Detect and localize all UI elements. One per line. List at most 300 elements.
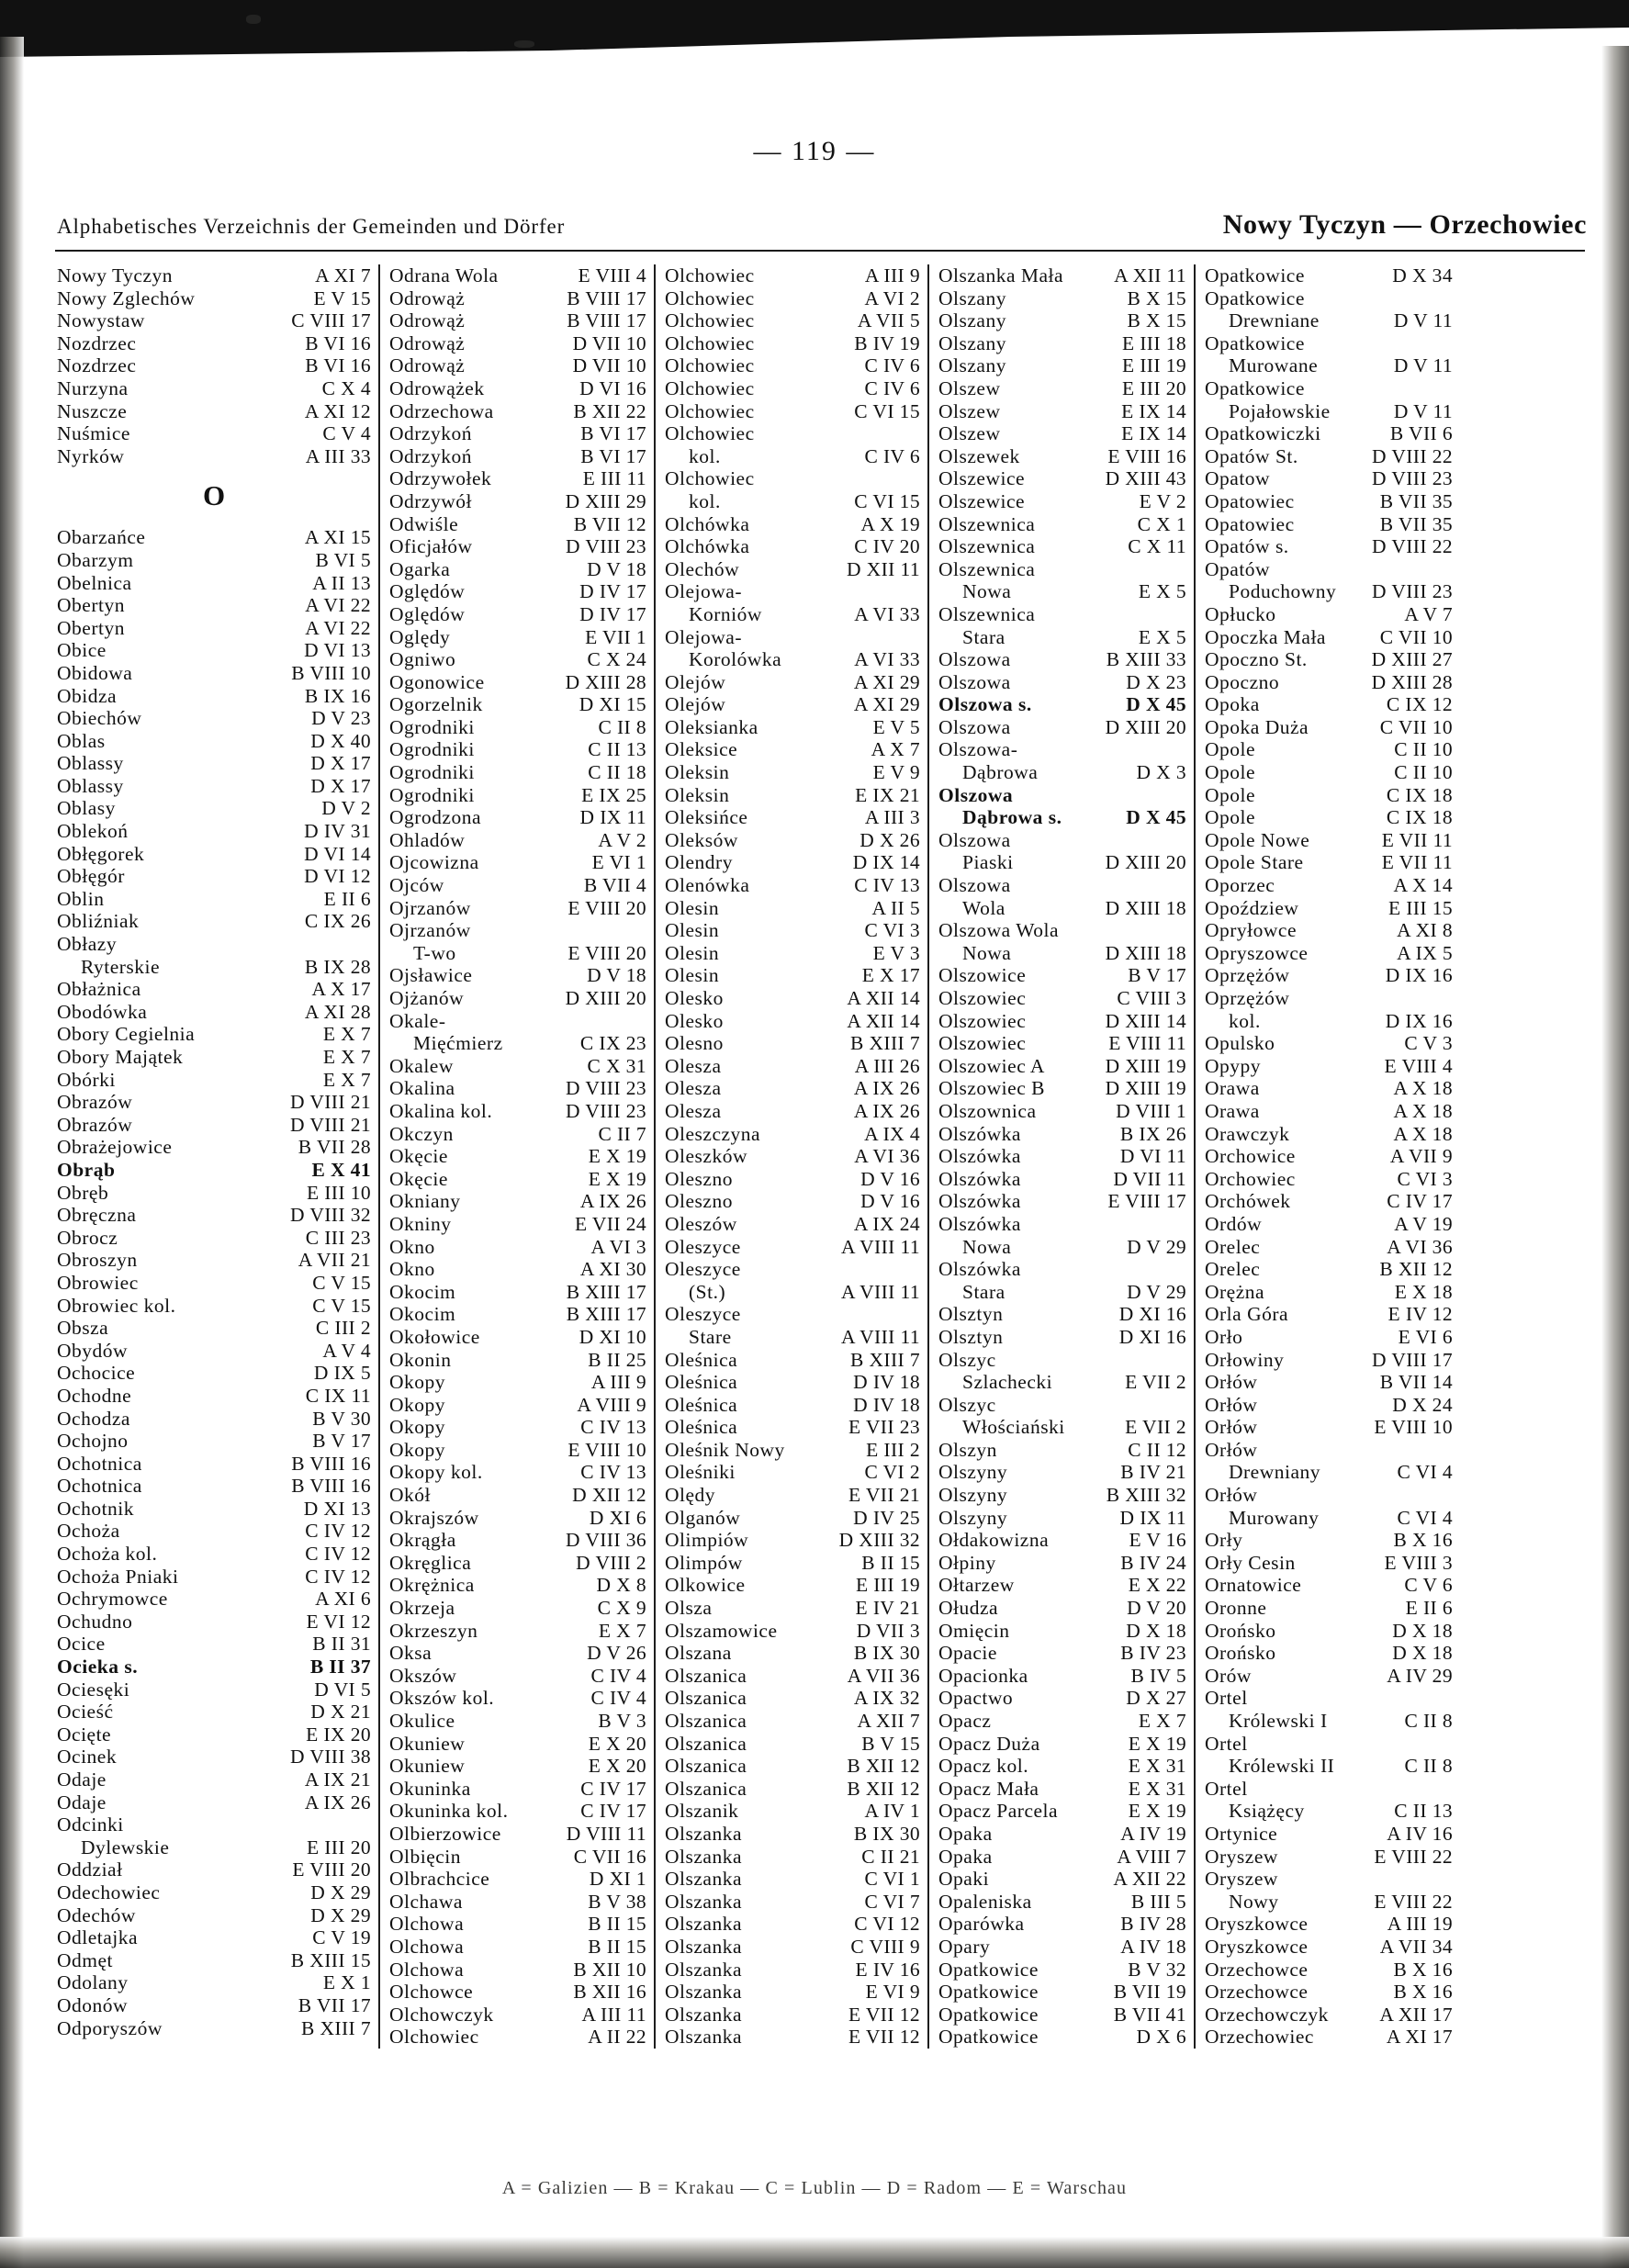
entry-code: D V 23 <box>311 707 371 730</box>
index-entry <box>1205 806 1453 829</box>
index-entry <box>57 1656 371 1679</box>
entry-code: B VI 16 <box>305 354 371 377</box>
entry-code: D XI 13 <box>303 1497 371 1520</box>
entry-code: B XII 12 <box>847 1777 920 1800</box>
column-3 <box>654 264 927 2049</box>
index-entry <box>1205 1936 1453 1959</box>
entry-name: Orchowice <box>1205 1145 1296 1168</box>
entry-code: A XII 22 <box>1113 1868 1186 1891</box>
entry-name: Olszowa <box>938 783 1014 806</box>
entry-code: A VII 5 <box>857 309 920 332</box>
index-entry <box>389 1936 646 1959</box>
index-entry <box>938 671 1186 694</box>
entry-code: E V 15 <box>313 286 371 309</box>
index-entry <box>938 1032 1186 1055</box>
entry-code: D VIII 21 <box>290 1113 371 1136</box>
index-entry <box>665 851 920 874</box>
entry-code: C X 11 <box>1128 535 1186 558</box>
entry-name: Ochudno <box>57 1610 133 1633</box>
entry-code: D VIII 38 <box>290 1746 371 1768</box>
index-entry <box>1205 1145 1453 1168</box>
entry-code: B VII 14 <box>1379 1371 1453 1394</box>
entry-name: Olszówka <box>938 1258 1021 1281</box>
entry-name: Opacionka <box>938 1664 1028 1687</box>
entry-code: C IV 6 <box>864 354 920 377</box>
index-entry <box>1205 1529 1453 1552</box>
entry-code: C IV 6 <box>864 444 920 467</box>
entry-name: Obertyn <box>57 594 125 617</box>
entry-code: B X 15 <box>1127 309 1186 332</box>
entry-name: Olszanka <box>665 1981 742 2004</box>
index-entry <box>57 1159 371 1182</box>
entry-code: E X 31 <box>1128 1755 1186 1778</box>
index-entry <box>57 332 371 355</box>
entry-name: Okno <box>389 1235 435 1258</box>
index-entry <box>665 1281 920 1304</box>
entry-code: C IV 17 <box>1387 1190 1453 1213</box>
entry-code: B XII 16 <box>573 1981 646 2004</box>
entry-code: D V 29 <box>1127 1235 1186 1258</box>
entry-code: C IX 12 <box>1386 693 1453 716</box>
entry-code: C V 15 <box>312 1294 371 1317</box>
entry-code: B VII 12 <box>573 512 646 535</box>
entry-name: Opatow <box>1205 467 1271 490</box>
entry-code: A III 9 <box>590 1371 646 1394</box>
index-entry <box>938 1145 1186 1168</box>
entry-name: Nowa <box>962 580 1012 603</box>
entry-name: Murowany <box>1229 1506 1320 1529</box>
entry-code: B VII 4 <box>583 874 646 897</box>
entry-name: Odolany <box>57 1971 129 1994</box>
index-entry <box>665 377 920 400</box>
entry-name: Ocinek <box>57 1746 118 1768</box>
entry-code: A IV 29 <box>1387 1664 1453 1687</box>
entry-name: Okrzeszyn <box>389 1619 478 1642</box>
entry-code: D VI 12 <box>304 865 371 888</box>
index-entry <box>665 1416 920 1439</box>
entry-name: Okniny <box>389 1212 452 1235</box>
entry-code: C VI 3 <box>1397 1167 1453 1190</box>
index-entry <box>1205 1778 1453 1801</box>
column-5 <box>1194 264 1460 2049</box>
entry-code: A VI 36 <box>854 1145 920 1168</box>
index-entry <box>57 978 371 1001</box>
entry-name: Oleksin <box>665 783 730 806</box>
entry-name: Olszanka <box>665 2026 742 2049</box>
entry-code: D X 34 <box>1392 264 1453 286</box>
entry-name: Oleszów <box>665 1212 737 1235</box>
entry-code: D V 20 <box>1127 1597 1186 1620</box>
entry-code: E X 18 <box>1394 1280 1453 1303</box>
index-entry <box>1205 1665 1453 1688</box>
entry-code: E VII 12 <box>848 2003 920 2026</box>
entry-code: E X 20 <box>588 1755 646 1778</box>
index-entry <box>389 422 646 445</box>
entry-code: C II 7 <box>598 1122 646 1145</box>
entry-code: C VIII 9 <box>850 1935 920 1958</box>
entry-name: Olszanica <box>665 1664 747 1687</box>
entry-name: Orchówek <box>1205 1190 1291 1213</box>
entry-name: Obarzym <box>57 548 134 571</box>
entry-code: D V 11 <box>1393 399 1453 422</box>
index-entry <box>665 1507 920 1530</box>
entry-code: E VIII 16 <box>1107 444 1186 467</box>
entry-code: A III 3 <box>864 806 920 829</box>
index-entry <box>389 535 646 558</box>
index-entry <box>938 693 1186 716</box>
entry-name: Olszanik <box>665 1800 739 1823</box>
index-entry <box>1205 400 1453 423</box>
entry-name: Orłów <box>1205 1416 1258 1439</box>
index-entry <box>57 1114 371 1137</box>
entry-name: Ojsławice <box>389 964 473 987</box>
entry-name: Ochoża <box>57 1520 120 1543</box>
entry-name: Oryszew <box>1205 1868 1278 1891</box>
entry-code: C VI 15 <box>854 489 920 512</box>
index-entry <box>938 1868 1186 1891</box>
entry-name: Oporzec <box>1205 874 1275 897</box>
entry-name: Olchowiec <box>389 2026 479 2049</box>
index-entry <box>389 1461 646 1484</box>
entry-code: A IX 24 <box>853 1212 920 1235</box>
entry-name: Ortel <box>1205 1687 1248 1710</box>
index-entry <box>389 1258 646 1281</box>
entry-name: Obodówka <box>57 1000 148 1023</box>
entry-name: Oryszkowce <box>1205 1913 1309 1936</box>
index-entry <box>665 738 920 761</box>
entry-code: C VI 2 <box>864 1461 920 1484</box>
index-entry <box>938 1913 1186 1936</box>
entry-name: Obłęgór <box>57 865 125 888</box>
index-entry <box>389 580 646 603</box>
index-entry <box>938 1371 1186 1394</box>
entry-code: E VI 1 <box>591 851 646 874</box>
index-entry <box>57 445 371 468</box>
entry-code: A IX 21 <box>304 1768 371 1791</box>
entry-name: Orla Góra <box>1205 1303 1289 1326</box>
entry-name: Korolówka <box>689 648 782 671</box>
entry-code: D V 26 <box>587 1642 646 1665</box>
entry-code: D V 18 <box>587 964 646 987</box>
index-entry <box>938 716 1186 739</box>
index-entry <box>1205 1710 1453 1733</box>
entry-name: Olendry <box>665 851 733 874</box>
entry-code: A VIII 9 <box>577 1393 646 1416</box>
index-entry <box>57 377 371 400</box>
entry-code: E IX 14 <box>1121 422 1186 445</box>
index-entry <box>938 1461 1186 1484</box>
entry-code: D VIII 23 <box>566 1077 646 1100</box>
entry-code: B IX 28 <box>304 955 371 978</box>
index-entry <box>1205 716 1453 739</box>
entry-code: A XI 12 <box>304 399 371 422</box>
index-entry <box>938 851 1186 874</box>
index-entry <box>1205 1281 1453 1304</box>
entry-name: Korniów <box>689 602 762 625</box>
index-entry <box>938 467 1186 490</box>
entry-name: Orły <box>1205 1529 1243 1552</box>
entry-name: Królewski I <box>1229 1710 1328 1732</box>
entry-name: Obrocz <box>57 1226 118 1249</box>
index-entry <box>665 1574 920 1597</box>
entry-code: D XI 16 <box>1118 1325 1186 1348</box>
scan-artifact-left <box>0 37 24 2268</box>
entry-code: B VIII 17 <box>567 286 646 309</box>
index-entry <box>665 400 920 423</box>
entry-code: C X 9 <box>597 1597 646 1620</box>
entry-code: A VIII 11 <box>840 1325 920 1348</box>
entry-name: Ojrzanów <box>389 896 471 919</box>
entry-name: Olbierzowice <box>389 1822 501 1845</box>
entry-code: D X 6 <box>1136 2026 1186 2049</box>
entry-name: Olszowice <box>938 964 1027 987</box>
entry-code: C II 13 <box>1394 1800 1453 1823</box>
index-entry <box>665 1100 920 1123</box>
entry-name: Olechów <box>665 557 740 580</box>
index-entry <box>57 1723 371 1746</box>
index-entry <box>665 2026 920 2049</box>
entry-name: Okopy <box>389 1371 446 1394</box>
index-entry <box>389 671 646 694</box>
entry-code: B XII 22 <box>573 399 646 422</box>
entry-name: Oleśnica <box>665 1348 738 1371</box>
index-entry <box>938 1665 1186 1688</box>
entry-name: Orońsko <box>1205 1619 1276 1642</box>
entry-name: Oleszno <box>665 1167 733 1190</box>
entry-name: Obrazów <box>57 1113 133 1136</box>
entry-code: D VIII 36 <box>566 1529 646 1552</box>
entry-code: B VII 19 <box>1113 1981 1186 2004</box>
index-entry <box>389 1236 646 1259</box>
entry-name: Okniany <box>389 1190 461 1213</box>
entry-code: E X 17 <box>861 964 920 987</box>
entry-code: C VII 10 <box>1379 715 1453 738</box>
index-entry <box>389 1190 646 1213</box>
entry-code: D VIII 22 <box>1372 444 1453 467</box>
index-entry <box>1205 1800 1453 1823</box>
entry-name: Opacz <box>938 1710 992 1732</box>
index-entry <box>389 1213 646 1236</box>
index-entry <box>938 738 1186 761</box>
scan-artifact-bottom <box>0 2237 1629 2268</box>
index-entry <box>665 580 920 603</box>
index-entry <box>665 603 920 626</box>
index-entry <box>1205 897 1453 920</box>
entry-code: E VII 1 <box>585 625 646 648</box>
entry-name: Ołtarzew <box>938 1574 1015 1597</box>
index-entry <box>389 558 646 581</box>
index-entry <box>389 1981 646 2004</box>
entry-code: B II 31 <box>312 1633 371 1656</box>
index-entry <box>938 648 1186 671</box>
entry-name: Piaski <box>962 851 1014 874</box>
index-entry <box>665 332 920 355</box>
index-entry <box>1205 1416 1453 1439</box>
entry-code: C VIII 3 <box>1117 987 1186 1009</box>
entry-code: D X 23 <box>1126 670 1186 693</box>
entry-name: Opacz Parcela <box>938 1800 1059 1823</box>
entry-code: D XIII 27 <box>1371 648 1453 671</box>
index-entry <box>1205 1077 1453 1100</box>
index-entry <box>665 1755 920 1778</box>
entry-code: D IX 14 <box>852 851 920 874</box>
entry-name: Murowane <box>1229 354 1319 377</box>
index-entry <box>665 1394 920 1417</box>
index-entry <box>57 1881 371 1904</box>
entry-name: Opatów s. <box>1205 535 1289 558</box>
index-entry <box>1205 1552 1453 1575</box>
entry-code: E III 20 <box>306 1836 371 1858</box>
entry-name: Olszówka <box>938 1145 1021 1168</box>
entry-name: Olszyc <box>938 1348 996 1371</box>
index-entry <box>389 784 646 807</box>
entry-name: Odonów <box>57 1993 129 2016</box>
entry-code: C X 1 <box>1137 512 1186 535</box>
entry-name: Okczyn <box>389 1122 454 1145</box>
entry-name: Odporyszów <box>57 2016 163 2039</box>
index-entry <box>938 919 1186 942</box>
index-entry <box>1205 1100 1453 1123</box>
entry-code: D X 45 <box>1126 806 1186 829</box>
entry-code: E V 5 <box>872 715 920 738</box>
entry-code: E IV 12 <box>1387 1303 1453 1326</box>
entry-name: Pojałowskie <box>1229 399 1331 422</box>
entry-name: Obarzańce <box>57 526 146 549</box>
entry-code: B XIII 7 <box>849 1032 920 1055</box>
index-entry <box>389 942 646 965</box>
entry-code: A IX 5 <box>1397 941 1453 964</box>
entry-name: Olszanka <box>665 1958 742 1981</box>
index-entry <box>665 535 920 558</box>
index-entry <box>665 1258 920 1281</box>
entry-code: E IV 16 <box>855 1958 920 1981</box>
index-entry <box>938 806 1186 829</box>
entry-name: Obory Majątek <box>57 1046 184 1068</box>
entry-name: Opatowiec <box>1205 489 1295 512</box>
entry-name: Obory Cegielnia <box>57 1023 196 1046</box>
entry-name: Oleśniki <box>665 1461 736 1484</box>
entry-name: Olszowa <box>938 874 1011 897</box>
entry-name: Orłów <box>1205 1371 1258 1394</box>
entry-name: Ohladów <box>389 828 466 851</box>
entry-name: Oblasy <box>57 797 116 820</box>
index-entry <box>389 1552 646 1575</box>
entry-code: D VIII 23 <box>566 535 646 558</box>
entry-name: Olszany <box>938 309 1006 332</box>
index-entry <box>389 1281 646 1304</box>
index-entry <box>665 942 920 965</box>
index-entry <box>938 1394 1186 1417</box>
index-entry <box>389 1484 646 1507</box>
entry-name: Obręb <box>57 1181 109 1204</box>
entry-name: Olszowiec <box>938 1009 1027 1032</box>
entry-name: Olchowiec <box>665 286 755 309</box>
entry-code: A XI 15 <box>304 526 371 549</box>
entry-code: D X 26 <box>859 828 920 851</box>
entry-name: Okalew <box>389 1054 454 1077</box>
entry-name: Ogarka <box>389 557 451 580</box>
index-entry <box>389 648 646 671</box>
index-entry <box>389 467 646 490</box>
entry-code: A IX 32 <box>853 1687 920 1710</box>
entry-name: Orły Cesin <box>1205 1551 1296 1574</box>
entry-name: Opole <box>1205 783 1256 806</box>
entry-code: D XII 12 <box>572 1484 646 1507</box>
index-entry <box>389 1507 646 1530</box>
entry-code: C IX 18 <box>1386 783 1453 806</box>
entry-code: E X 5 <box>1138 580 1186 603</box>
entry-name: Nozdrzec <box>57 354 137 377</box>
index-entry <box>665 1213 920 1236</box>
index-entry <box>389 1010 646 1033</box>
entry-name: Olchowa <box>389 1913 465 1936</box>
index-entry <box>1205 264 1453 287</box>
entry-code: C II 21 <box>861 1845 920 1868</box>
entry-name: Oględów <box>389 580 466 603</box>
index-entry <box>938 1959 1186 1982</box>
index-entry <box>389 1687 646 1710</box>
entry-name: Ornatowice <box>1205 1574 1302 1597</box>
entry-name: Obice <box>57 639 107 662</box>
entry-name: Ojżanów <box>389 987 465 1009</box>
entry-code: B III 5 <box>1130 1890 1186 1913</box>
index-entry <box>1205 1394 1453 1417</box>
index-entry <box>1205 287 1453 310</box>
entry-name: Odletajka <box>57 1926 139 1949</box>
entry-name: Odrzykoń <box>389 444 472 467</box>
index-entry <box>1205 784 1453 807</box>
entry-name: Olszewnica <box>938 602 1036 625</box>
entry-name: Oprzężów <box>1205 987 1290 1009</box>
entry-code: D XIII 20 <box>1105 851 1186 874</box>
legend-footnote: A = Galizien — B = Krakau — C = Lublin — D = Radom — E = Warschau <box>501 2178 1128 2198</box>
entry-code: A XII 11 <box>1114 264 1186 286</box>
index-entry <box>938 829 1186 852</box>
entry-name: Obrąb <box>57 1158 116 1181</box>
index-entry <box>938 513 1186 536</box>
entry-code: A II 5 <box>871 896 920 919</box>
entry-name: Olchowiec <box>665 422 755 445</box>
entry-name: Olszewnica <box>938 535 1036 558</box>
entry-name: Ocieka s. <box>57 1656 139 1679</box>
index-entry <box>57 287 371 310</box>
entry-code: B VII 35 <box>1379 512 1453 535</box>
entry-name: Opatów St. <box>1205 444 1298 467</box>
entry-name: Olsza <box>665 1597 713 1620</box>
entry-name: Opole <box>1205 806 1256 829</box>
index-entry <box>1205 513 1453 536</box>
index-entry <box>389 693 646 716</box>
entry-code: A X 18 <box>1393 1077 1453 1100</box>
index-entry <box>1205 964 1453 987</box>
entry-code: C IV 13 <box>580 1416 646 1439</box>
entry-name: Dąbrowa <box>962 761 1039 784</box>
entry-name: Odwiśle <box>389 512 459 535</box>
entry-code: E VII 2 <box>1125 1371 1186 1394</box>
entry-code: D VIII 22 <box>1372 535 1453 558</box>
entry-code: D IX 16 <box>1385 1009 1453 1032</box>
entry-name: Okuninka kol. <box>389 1800 509 1823</box>
entry-name: Okrągła <box>389 1529 456 1552</box>
index-entry <box>938 580 1186 603</box>
entry-code: D X 27 <box>1126 1687 1186 1710</box>
index-entry <box>1205 1687 1453 1710</box>
column-2 <box>378 264 654 2049</box>
entry-code: C VI 4 <box>1397 1461 1453 1484</box>
entry-name: Olesko <box>665 1009 724 1032</box>
entry-code: C VIII 17 <box>291 309 371 332</box>
index-entry <box>1205 1868 1453 1891</box>
